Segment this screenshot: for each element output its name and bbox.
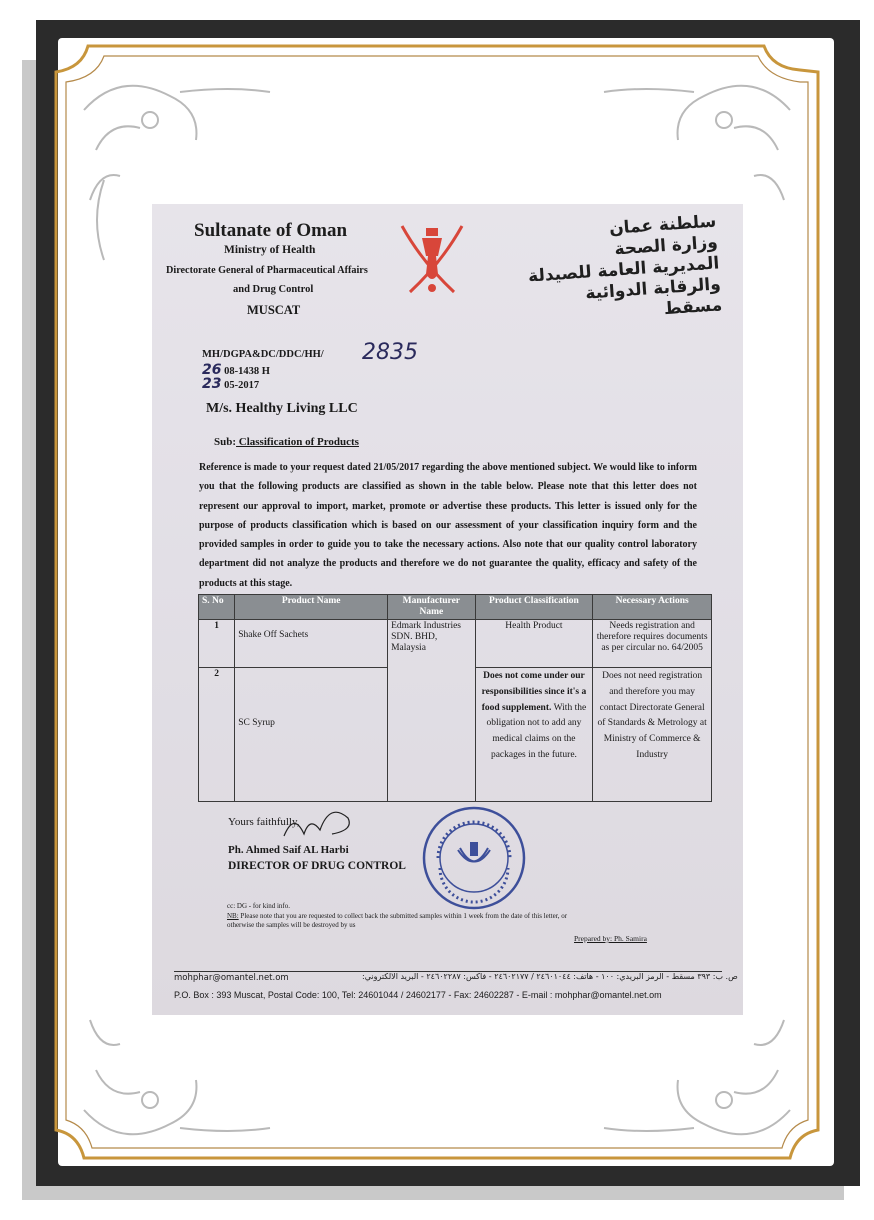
corner-flourish-bottom-left-icon	[84, 1020, 270, 1134]
nb-label: NB:	[227, 912, 239, 920]
corner-flourish-top-right-icon	[604, 86, 790, 200]
table-header-row	[199, 595, 712, 620]
classification-table	[198, 594, 712, 802]
addressee: M/s. Healthy Living LLC	[206, 401, 358, 416]
row1-product: Shake Off Sachets	[235, 620, 388, 668]
signature-icon	[280, 806, 360, 846]
ministry-stamp-icon	[420, 804, 528, 912]
closing-yours-faithfully: Yours faithfully,	[228, 816, 300, 828]
subject-line	[214, 436, 359, 448]
letterhead-city: MUSCAT	[247, 303, 301, 317]
reference-code: MH/DGPA&DC/DDC/HH/	[202, 349, 324, 360]
letterhead-directorate-line2: and Drug Control	[233, 284, 314, 295]
reference-number-handwritten: 2835	[362, 340, 418, 365]
letterhead-arabic: سلطنة عمان وزارة الصحة المديرية العامة للصيدلة والرقابة الدوائية مسقط	[527, 211, 723, 320]
footer-email: mohphar@omantel.net.om	[174, 973, 289, 983]
footer-arabic: ص. ب: ٣٩٣ مسقط - الرمز البريدي: ١٠٠ - هاتف: ٢٤٦٠١٠٤٤ / ٢٤٦٠٢١٧٧ - فاكس: ٢٤٦٠٢٢٨٧ - البريد الالكتروني:	[362, 972, 738, 981]
greg-day-handwritten: 23	[202, 376, 222, 392]
nb-text: Please note that you are requested to collect back the submitted samples within 1 week from the date of this letter, or	[238, 912, 568, 920]
reference-gregorian-date	[202, 376, 259, 392]
header-necessary-actions: Necessary Actions	[593, 595, 712, 620]
hijri-day-handwritten: 26	[202, 362, 222, 378]
letterhead-country: Sultanate of Oman	[194, 220, 348, 241]
footer-address: P.O. Box : 393 Muscat, Postal Code: 100, Tel: 24601044 / 24602177 - Fax: 24602287 - E-mail : mohphar@omantel.net.om	[174, 990, 662, 1000]
header-manufacturer-name: Manufacturer Name	[388, 595, 476, 620]
manufacturer-cell: Edmark Industries SDN. BHD, Malaysia	[388, 620, 476, 802]
header-product-name: Product Name	[235, 595, 388, 620]
oman-emblem-icon	[392, 222, 472, 304]
letter-document	[152, 204, 743, 1015]
letterhead-directorate-line1: Directorate General of Pharmaceutical Affairs	[166, 265, 368, 276]
nb-note-line2: otherwise the samples will be destroyed by us	[227, 921, 356, 929]
letter-body: Reference is made to your request dated 21/05/2017 regarding the above mentioned subject. We would like to inform you that the following products are classified as shown in the table below. Please note that this letter does not represent our approval to import, market, promote or advertise these products. This letter is issued only for the purpose of products classification which is based on our assessment of your classification inquiry form and the provided samples in order to guide you to take the necessary actions. Also note that our quality control laboratory department did not analyze the products and therefore we do not guarantee the quality, efficacy and safety of the products at this stage.	[199, 462, 697, 589]
row1-actions: Needs registration and therefore requires documents as per circular no. 64/2005	[593, 620, 712, 668]
row2-classification-bold: Does not come under our responsibilities since it's a food supplement.	[481, 671, 587, 713]
prepared-by: Prepared by: Ph. Samira	[574, 934, 647, 943]
letterhead-ministry: Ministry of Health	[224, 244, 316, 256]
signatory-title: DIRECTOR OF DRUG CONTROL	[228, 860, 406, 872]
row2-product: SC Syrup	[235, 668, 388, 802]
corner-flourish-bottom-right-icon	[604, 1020, 790, 1134]
row2-classification-rest: With the obligation not to add any medical claims on the packages in the future.	[486, 702, 587, 760]
row2-actions: Does not need registration and therefore you may contact Directorate General of Standards & Metrology at Ministry of Commerce & Industry	[593, 668, 712, 802]
row1-classification: Health Product	[475, 620, 593, 668]
header-product-classification: Product Classification	[475, 595, 593, 620]
nb-note-line1	[227, 912, 567, 920]
table-row	[199, 620, 712, 668]
row1-no: 1	[199, 620, 235, 668]
cc-note: cc: DG - for kind info.	[227, 902, 290, 910]
subject-text: Classification of Products	[236, 436, 359, 448]
subject-prefix: Sub:	[214, 436, 237, 448]
row2-no: 2	[199, 668, 235, 802]
signatory-name: Ph. Ahmed Saif AL Harbi	[228, 844, 349, 856]
greg-date-rest: 05-2017	[224, 380, 260, 391]
header-s-no: S. No	[199, 595, 235, 620]
hijri-date-rest: 08-1438 H	[224, 366, 270, 377]
row2-classification	[475, 668, 593, 802]
